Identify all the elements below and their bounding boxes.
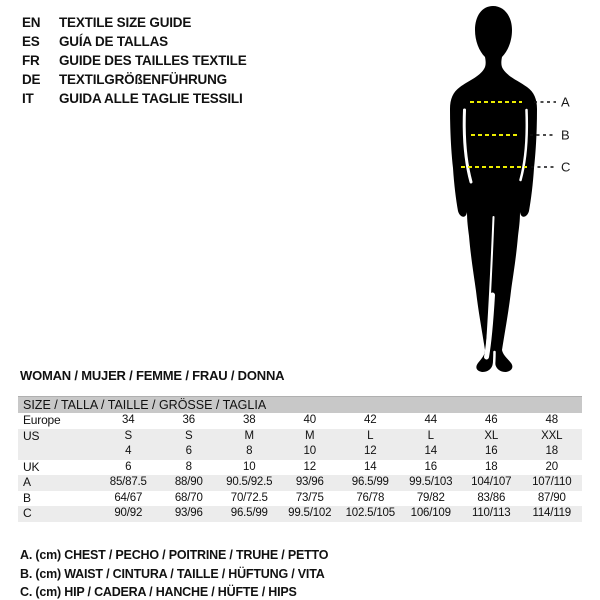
language-code: EN xyxy=(22,15,41,30)
size-value-cell: S xyxy=(185,429,193,442)
size-value-cell: 48 xyxy=(545,414,558,426)
size-value-cell: 12 xyxy=(303,460,316,473)
size-value-cell: 4 xyxy=(125,445,132,457)
language-code: IT xyxy=(22,91,34,106)
language-code: FR xyxy=(22,53,40,68)
size-value-cell: 6 xyxy=(185,445,192,457)
size-row-label: A xyxy=(23,475,31,489)
size-table-row xyxy=(18,460,582,476)
size-value-cell: 96.5/99 xyxy=(230,507,268,519)
size-value-cell: L xyxy=(427,429,434,442)
language-label: GUIDA ALLE TAGLIE TESSILI xyxy=(59,91,243,106)
size-value-cell: 73/75 xyxy=(295,491,324,504)
size-value-cell: 8 xyxy=(246,445,253,457)
size-value-cell: S xyxy=(124,429,132,442)
size-table-row xyxy=(18,506,582,522)
size-value-cell: 99.5/103 xyxy=(409,476,453,488)
gender-heading: WOMAN / MUJER / FEMME / FRAU / DONNA xyxy=(20,368,285,383)
size-value-cell: 12 xyxy=(364,445,377,457)
size-value-cell: 18 xyxy=(485,460,498,473)
size-table-row xyxy=(18,413,582,429)
size-value-cell: 38 xyxy=(243,414,256,426)
legend-line: B. (cm) WAIST / CINTURA / TAILLE / HÜFTUNG / VITA xyxy=(20,566,325,581)
size-table-row xyxy=(18,429,582,445)
size-row-label: B xyxy=(23,490,31,505)
size-value-cell: L xyxy=(367,429,374,442)
size-value-cell: 85/87.5 xyxy=(109,476,147,488)
size-value-cell: 46 xyxy=(485,414,498,426)
size-value-cell: 93/96 xyxy=(174,507,203,519)
language-label: TEXTILGRÖßENFÜHRUNG xyxy=(59,72,227,87)
size-value-cell: 10 xyxy=(303,445,316,457)
size-value-cell: 79/82 xyxy=(416,491,445,504)
marker-label-a: A xyxy=(561,94,570,110)
size-value-cell: 90.5/92.5 xyxy=(226,476,273,488)
language-label: TEXTILE SIZE GUIDE xyxy=(59,15,192,30)
size-table-row xyxy=(18,491,582,507)
size-value-cell: 18 xyxy=(545,445,558,457)
size-value-cell: 76/78 xyxy=(356,491,385,504)
size-value-cell: 20 xyxy=(545,460,558,473)
size-value-cell: 6 xyxy=(125,460,132,473)
size-value-cell: 96.5/99 xyxy=(351,476,389,488)
size-value-cell: 10 xyxy=(243,460,256,473)
size-value-cell: 40 xyxy=(303,414,316,426)
size-value-cell: 93/96 xyxy=(295,476,324,488)
size-value-cell: 87/90 xyxy=(537,491,566,504)
size-value-cell: 42 xyxy=(364,414,377,426)
measurement-legend xyxy=(20,546,328,600)
size-table-body xyxy=(18,413,582,522)
size-value-cell: 16 xyxy=(485,445,498,457)
size-value-cell: 104/107 xyxy=(471,476,512,488)
size-value-cell: 102.5/105 xyxy=(345,507,395,519)
size-value-cell: 83/86 xyxy=(477,491,506,504)
size-table-row xyxy=(18,475,582,491)
size-value-cell: 88/90 xyxy=(174,476,203,488)
size-value-cell: 64/67 xyxy=(114,491,143,504)
language-code: DE xyxy=(22,72,41,87)
size-value-cell: 14 xyxy=(424,445,437,457)
language-row xyxy=(22,70,247,89)
legend-line: C. (cm) HIP / CADERA / HANCHE / HÜFTE / HIPS xyxy=(20,585,297,599)
size-value-cell: 99.5/102 xyxy=(288,507,332,519)
woman-silhouette-figure xyxy=(400,0,600,390)
size-value-cell: XL xyxy=(484,429,499,442)
language-row xyxy=(22,32,247,51)
language-row xyxy=(22,89,247,108)
size-value-cell: 36 xyxy=(182,414,195,426)
size-value-cell: 114/119 xyxy=(532,507,571,519)
language-code: ES xyxy=(22,34,40,49)
size-value-cell: 68/70 xyxy=(174,491,203,504)
size-value-cell: 107/110 xyxy=(532,476,572,488)
size-value-cell: 110/113 xyxy=(472,507,511,519)
size-value-cell: 106/109 xyxy=(410,507,451,519)
size-row-label: Europe xyxy=(23,413,61,427)
size-value-cell: 70/72.5 xyxy=(230,491,268,504)
size-value-cell: 44 xyxy=(424,414,437,426)
language-row xyxy=(22,13,247,32)
size-value-cell: M xyxy=(244,429,254,442)
size-row-label: UK xyxy=(23,459,40,474)
language-row xyxy=(22,51,247,70)
language-list xyxy=(22,13,247,108)
legend-line: A. (cm) CHEST / PECHO / POITRINE / TRUHE / PETTO xyxy=(20,548,329,562)
marker-label-b: B xyxy=(561,127,570,143)
size-value-cell: 90/92 xyxy=(114,507,143,519)
size-row-label: US xyxy=(23,428,40,443)
language-label: GUÍA DE TALLAS xyxy=(59,34,168,49)
size-value-cell: 14 xyxy=(364,460,377,473)
marker-label-c: C xyxy=(561,159,571,175)
size-row-label xyxy=(18,444,98,460)
language-label: GUIDE DES TAILLES TEXTILE xyxy=(59,53,247,68)
size-value-cell: M xyxy=(305,429,315,442)
size-value-cell: 16 xyxy=(424,460,437,473)
size-table-row xyxy=(18,444,582,460)
size-value-cell: 34 xyxy=(122,414,135,426)
size-table-header: SIZE / TALLA / TAILLE / GRÖSSE / TAGLIA xyxy=(18,396,582,413)
size-row-label: C xyxy=(23,506,32,520)
size-value-cell: 8 xyxy=(185,460,192,473)
size-value-cell: XXL xyxy=(541,429,563,442)
size-table xyxy=(18,396,582,522)
